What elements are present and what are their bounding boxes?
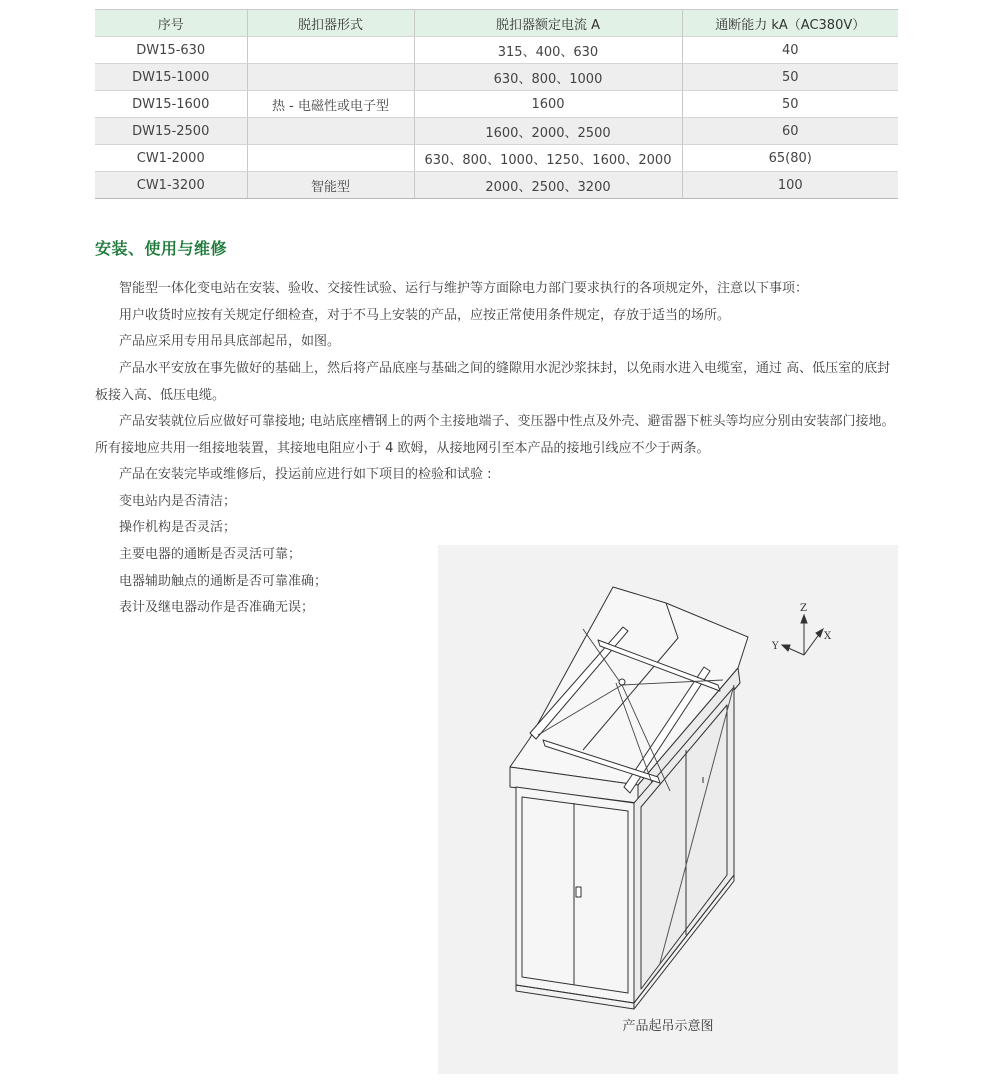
- paragraph: [95, 303, 901, 330]
- figure-caption: 产品起吊示意图: [622, 1019, 714, 1034]
- checklist-text: 操作机构是否灵活；: [119, 520, 237, 535]
- cell-model: DW15-630: [95, 37, 247, 64]
- table-row: [95, 145, 898, 172]
- checklist-item: [95, 542, 425, 569]
- table-row: [95, 118, 898, 145]
- cell-model: CW1-3200: [95, 172, 247, 199]
- checklist-text: 变电站内是否清洁；: [119, 494, 237, 509]
- col-header-rated-current: 脱扣器额定电流 A: [414, 10, 682, 37]
- cell-breaking-capacity: 100: [682, 172, 898, 199]
- cell-rated-current: 315、400、630: [414, 37, 682, 64]
- cell-model: DW15-1000: [95, 64, 247, 91]
- checklist-text: 表计及继电器动作是否准确无误；: [119, 600, 315, 615]
- cell-rated-current: 1600、2000、2500: [414, 118, 682, 145]
- cell-breaking-capacity: 50: [682, 91, 898, 118]
- coordinate-axes-icon: [782, 615, 823, 655]
- cell-release-type: 智能型: [247, 172, 414, 199]
- col-header-release-type: 脱扣器形式: [247, 10, 414, 37]
- cell-rated-current: 630、800、1000、1250、1600、2000: [414, 145, 682, 172]
- table-row: [95, 172, 898, 199]
- paragraph-text: 用户收货时应按有关规定仔细检查，对于不马上安装的产品，应按正常使用条件规定，存放于适当的场所。: [119, 308, 731, 323]
- cell-model: DW15-1600: [95, 91, 247, 118]
- checklist-item: [95, 515, 425, 542]
- checklist-item: [95, 489, 901, 516]
- section-title: 安装、使用与维修: [95, 239, 228, 258]
- col-header-breaking-capacity: 通断能力 kA（AC380V）: [682, 10, 898, 37]
- cell-release-type: [247, 118, 414, 145]
- cell-breaking-capacity: 65(80): [682, 145, 898, 172]
- table-header-row: [95, 10, 898, 37]
- paragraph: [95, 462, 901, 489]
- paragraph: 产品水平安放在事先做好的基础上，然后将产品底座与基础之间的缝隙用水泥沙浆抹封，以免雨水进入电缆室，通过 高、低压室的底封板接入高、低压电缆。: [95, 361, 891, 403]
- cell-breaking-capacity: 60: [682, 118, 898, 145]
- cabinet-front: [516, 787, 634, 1003]
- checklist-text: 主要电器的通断是否灵活可靠；: [119, 547, 302, 562]
- axis-z-label: Z: [800, 603, 807, 614]
- axis-x-label: X: [824, 631, 832, 642]
- axis-y-label: Y: [772, 641, 779, 652]
- paragraph: [95, 276, 901, 303]
- col-header-model: 序号: [95, 10, 247, 37]
- cell-release-type: [247, 145, 414, 172]
- lifting-hook-icon: [619, 679, 625, 685]
- cell-release-type: [247, 64, 414, 91]
- checklist-item: [95, 569, 425, 596]
- table-row: [95, 64, 898, 91]
- cell-release-type: 热 - 电磁性或电子型: [247, 91, 414, 118]
- paragraph-text: 智能型一体化变电站在安装、验收、交接性试验、运行与维护等方面除电力部门要求执行的各项规定外，注意以下事项：: [119, 281, 809, 296]
- table-row: [95, 37, 898, 64]
- cell-model: CW1-2000: [95, 145, 247, 172]
- cell-rated-current: 2000、2500、3200: [414, 172, 682, 199]
- cell-rated-current: 630、800、1000: [414, 64, 682, 91]
- lifting-diagram-figure: [438, 545, 898, 1074]
- door-handle: [576, 887, 581, 897]
- paragraph-text: 产品在安装完毕或维修后，投运前应进行如下项目的检验和试验 :: [119, 467, 492, 482]
- cell-model: DW15-2500: [95, 118, 247, 145]
- cell-rated-current: 1600: [414, 91, 682, 118]
- paragraph-text: 产品应采用专用吊具底部起吊，如图。: [119, 334, 341, 349]
- paragraph: 产品安装就位后应做好可靠接地; 电站底座槽钢上的两个主接地端子、变压器中性点及外壳、避雷器下桩头等均应分别由安装部门接地。所有接地应共用一组接地装置，其接地电阻应小于 4 欧姆，从接地网引至本产品的接地引线应不少于两条。: [95, 414, 895, 456]
- lifting-diagram-illustration: [438, 545, 898, 1074]
- table-row: [95, 91, 898, 118]
- spec-table: [95, 9, 898, 199]
- cell-release-type: [247, 37, 414, 64]
- checklist-text: 电器辅助触点的通断是否可靠准确；: [119, 574, 328, 589]
- paragraph: [95, 329, 901, 356]
- cell-breaking-capacity: 50: [682, 64, 898, 91]
- checklist-item: [95, 595, 425, 622]
- cell-breaking-capacity: 40: [682, 37, 898, 64]
